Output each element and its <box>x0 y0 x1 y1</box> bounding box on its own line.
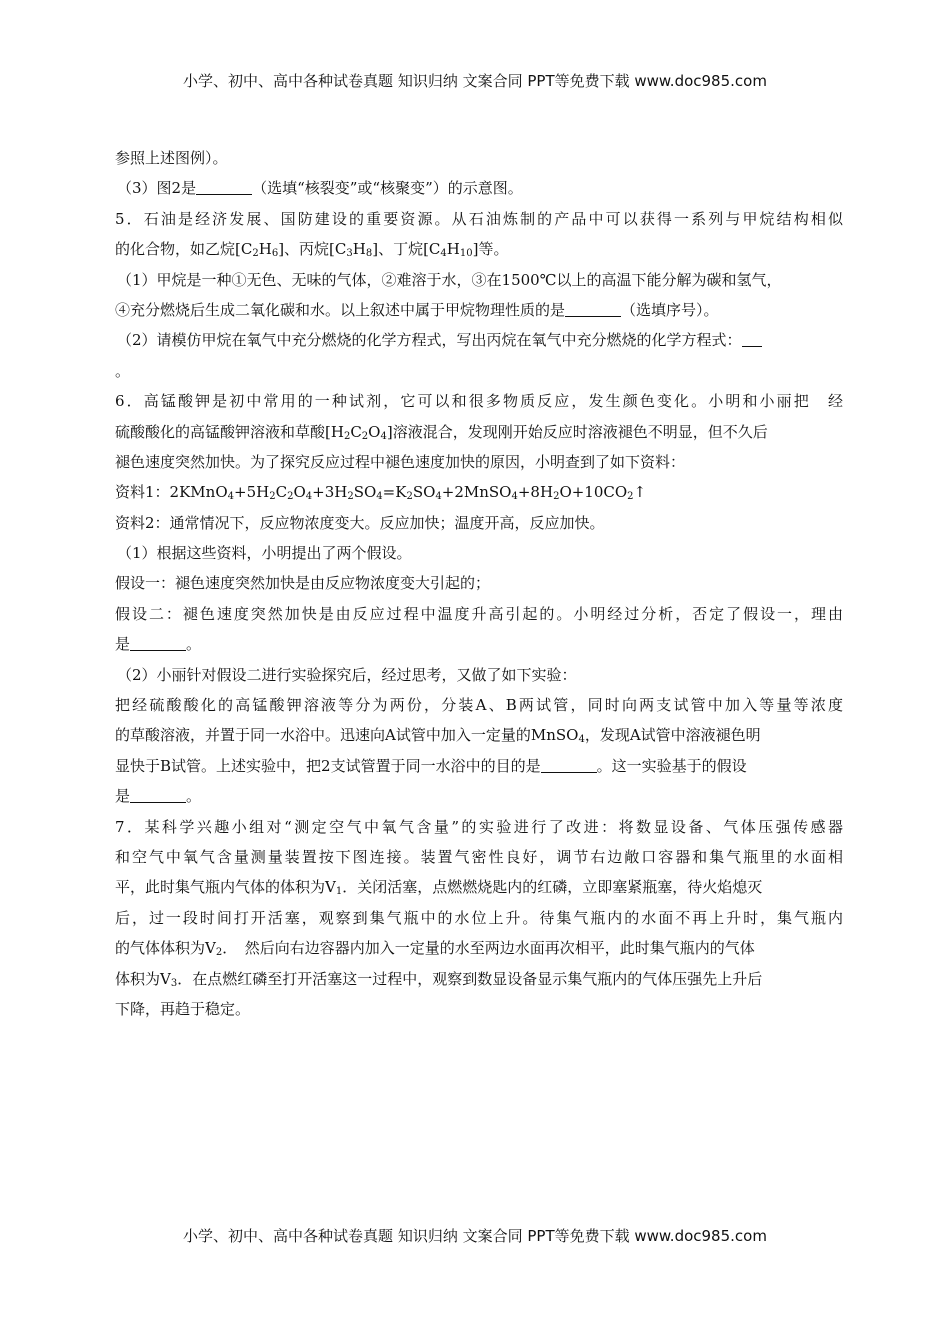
q5-p1-line2-pre: ④充分燃烧后生成二氧化碳和水。以上叙述中属于甲烷物理性质的是 <box>115 300 566 319</box>
q5-p2-line2-text: 。 <box>115 361 131 380</box>
sub: 6 <box>271 248 279 260</box>
sub: 4 <box>440 248 447 260</box>
sub: 4 <box>435 491 442 503</box>
q6-exp4-pre: 是 <box>115 787 131 806</box>
q6-exp3-pre: 显快于B试管。上述实验中，把2支试管置于同一水浴中的目的是 <box>115 756 541 775</box>
eq-term: SO <box>412 483 436 502</box>
q4-part3-blank[interactable] <box>196 179 252 195</box>
eq-term: +2MnSO <box>441 483 512 502</box>
document-body <box>115 143 843 1024</box>
q7-line5 <box>115 933 843 963</box>
eq-term: +5H <box>234 483 270 502</box>
q6-hyp2-end-pre: 是 <box>115 635 131 654</box>
q7-line2 <box>115 842 843 872</box>
q5-p1-line2-post: （选填序号）。 <box>621 300 719 319</box>
q6-line2-d: ]溶液混合，发现刚开始反应时溶液褪色不明显，但不久后 <box>386 422 768 441</box>
q6-exp2 <box>115 720 843 750</box>
q6-p1-text: （1）根据这些资料，小明提出了两个假设。 <box>117 544 412 563</box>
q6-hyp1 <box>115 568 843 598</box>
sub: 2 <box>553 491 560 503</box>
q6-line1-text: 6．高锰酸钾是初中常用的一种试剂，它可以和很多物质反应，发生颜色变化。小明和小丽把 经 <box>115 392 843 411</box>
q5-line2-d: H <box>352 240 366 259</box>
eq-term: C <box>275 483 288 502</box>
gas-arrow-icon: ↑ <box>633 483 647 502</box>
q6-res2-text: 资料2：通常情况下，反应物浓度变大。反应加快；温度开高，反应加快。 <box>115 513 605 532</box>
q6-line2 <box>115 417 843 447</box>
page-header: 小学、初中、高中各种试卷真题 知识归纳 文案合同 PPT等免费下载 www.doc985.com <box>183 72 767 90</box>
q4-line-a-text: 参照上述图例）。 <box>115 149 228 167</box>
q7-line7-text: 下降，再趋于稳定。 <box>115 999 251 1018</box>
q6-resource1 <box>115 477 843 507</box>
q7-line4-text: 后，过一段时间打开活塞，观察到集气瓶中的水位上升。待集气瓶内的水面不再上升时，集气瓶内 <box>115 908 843 927</box>
q7-line6-b: ．在点燃红磷至打开活塞这一过程中，观察到数显设备显示集气瓶内的气体压强先上升后 <box>177 969 763 988</box>
sub: 2 <box>343 430 351 442</box>
equation <box>170 483 647 501</box>
q6-line3-text: 褪色速度突然加快。为了探究反应过程中褪色速度加快的原因，小明查到了如下资料： <box>115 452 686 471</box>
q6-reason-blank[interactable] <box>130 635 186 651</box>
q5-p2-blank[interactable] <box>742 331 762 347</box>
q7-line4 <box>115 903 843 933</box>
q6-hyp1-text: 假设一：褪色速度突然加快是由反应物浓度变大引起的； <box>115 574 491 593</box>
q4-part3-post: （选填“核裂变”或“核聚变”）的示意图。 <box>252 179 523 198</box>
sub: 4 <box>380 430 387 442</box>
q5-line2-e: ]、丁烷[C <box>372 240 441 259</box>
q6-exp4 <box>115 781 843 811</box>
sub: 2 <box>269 491 276 503</box>
q6-resource2 <box>115 508 843 538</box>
q7-line6-a: 体积为V <box>115 969 171 988</box>
q6-line2-b: C <box>350 422 362 441</box>
eq-term: +3H <box>312 483 348 502</box>
sub: 4 <box>578 734 585 746</box>
q5-line1-text: 5．石油是经济发展、国防建设的重要资源。从石油炼制的产品中可以获得一系列与甲烷结构相似 <box>115 209 843 228</box>
q6-exp4-post: 。 <box>186 787 202 806</box>
q5-line2-a: 的化合物，如乙烷[C <box>115 240 253 259</box>
eq-term: SO <box>353 483 377 502</box>
q6-line1 <box>115 386 843 416</box>
sub: 4 <box>227 491 234 503</box>
q5-p2-line2 <box>115 356 843 386</box>
q6-hyp2-end-post: 。 <box>186 635 202 654</box>
q5-line2-g: ]等。 <box>472 240 509 259</box>
q7-line3-b: ．关闭活塞，点燃燃烧匙内的红磷，立即塞紧瓶塞，待火焰熄灭 <box>342 878 763 897</box>
q7-line7 <box>115 994 843 1024</box>
sub: 10 <box>459 248 473 260</box>
q5-p2-line1 <box>115 325 843 355</box>
sub: 2 <box>627 491 634 503</box>
q6-p1 <box>115 538 843 568</box>
sub: 1 <box>335 886 343 898</box>
q6-line2-a: 硫酸酸化的高锰酸钾溶液和草酸[H <box>115 422 344 441</box>
sub: 3 <box>170 977 178 989</box>
q6-hypothesis-blank[interactable] <box>130 787 186 803</box>
eq-term: 2KMnO <box>169 483 228 502</box>
q5-line2-f: H <box>446 240 460 259</box>
sub: 8 <box>365 248 373 260</box>
q6-line3 <box>115 447 843 477</box>
q4-part3-pre: （3）图2是 <box>117 179 197 198</box>
eq-term: O <box>293 483 306 502</box>
q7-line3 <box>115 872 843 902</box>
sub: 2 <box>361 430 369 442</box>
sub: 2 <box>215 947 223 959</box>
q4-line-a <box>115 143 843 173</box>
eq-term: O+10CO <box>559 483 628 502</box>
q7-line3-a: 平，此时集气瓶内气体的体积为V <box>115 878 336 897</box>
eq-term: =K <box>382 483 407 502</box>
q6-hyp2-text: 假设二：褪色速度突然加快是由反应过程中温度升高引起的。小明经过分析，否定了假设一，理由 <box>115 604 843 623</box>
q5-line2 <box>115 234 843 264</box>
q6-exp3 <box>115 751 843 781</box>
q7-line2-text: 和空气中氧气含量测量装置按下图连接。装置气密性良好，调节右边敞口容器和集气瓶里的水面相 <box>115 847 843 866</box>
q5-p1-line1-text: （1）甲烷是一种①无色、无味的气体，②难溶于水，③在1500℃以上的高温下能分解为碳和氢气， <box>117 270 782 289</box>
sub: 4 <box>376 491 383 503</box>
q7-line5-a: 的气体体积为V <box>115 939 216 958</box>
q5-p2-line1-text: （2）请模仿甲烷在氧气中充分燃烧的化学方程式，写出丙烷在氧气中充分燃烧的化学方程式： <box>117 331 742 350</box>
q6-res1-label: 资料1： <box>115 483 170 502</box>
sub: 4 <box>305 491 313 503</box>
sub: 4 <box>511 491 518 503</box>
q7-line6 <box>115 964 843 994</box>
q6-exp2-a: 的草酸溶液，并置于同一水浴中。迅速向A试管中加入一定量的MnSO <box>115 726 579 745</box>
q6-exp2-b: ，发现A试管中溶液褪色明 <box>584 726 761 745</box>
q5-p1-line1 <box>115 265 843 295</box>
q4-part3 <box>115 173 843 203</box>
sub: 3 <box>346 248 353 260</box>
sub: 2 <box>252 248 259 260</box>
q7-line1-text: 7．某科学兴趣小组对“测定空气中氧气含量”的实验进行了改进：将数显设备、气体压强传感器 <box>115 817 843 836</box>
q5-line2-b: H <box>258 240 272 259</box>
q7-line1 <box>115 812 843 842</box>
q6-purpose-blank[interactable] <box>541 757 597 773</box>
q5-line1 <box>115 204 843 234</box>
sub: 2 <box>406 491 413 503</box>
q6-p2-text: （2）小丽针对假设二进行实验探究后，经过思考，又做了如下实验： <box>117 665 577 684</box>
q5-p1-line2 <box>115 295 843 325</box>
q6-line2-c: O <box>368 422 381 441</box>
q6-exp1 <box>115 690 843 720</box>
q6-exp1-text: 把经硫酸酸化的高锰酸钾溶液等分为两份，分装A、B两试管，同时向两支试管中加入等量等浓度 <box>115 696 843 715</box>
q6-hyp2 <box>115 599 843 629</box>
q6-p2 <box>115 660 843 690</box>
sub: 2 <box>347 491 354 503</box>
sub: 2 <box>287 491 294 503</box>
q6-exp3-post: 。这一实验基于的假设 <box>596 756 747 775</box>
q7-line5-b: ． 然后向右边容器内加入一定量的水至两边水面再次相平，此时集气瓶内的气体 <box>222 939 755 958</box>
eq-term: +8H <box>517 483 554 502</box>
page-footer: 小学、初中、高中各种试卷真题 知识归纳 文案合同 PPT等免费下载 www.doc985.com <box>183 1227 767 1245</box>
q5-line2-c: ]、丙烷[C <box>278 240 347 259</box>
q5-p1-blank[interactable] <box>565 301 621 317</box>
q6-hyp2-end <box>115 629 843 659</box>
